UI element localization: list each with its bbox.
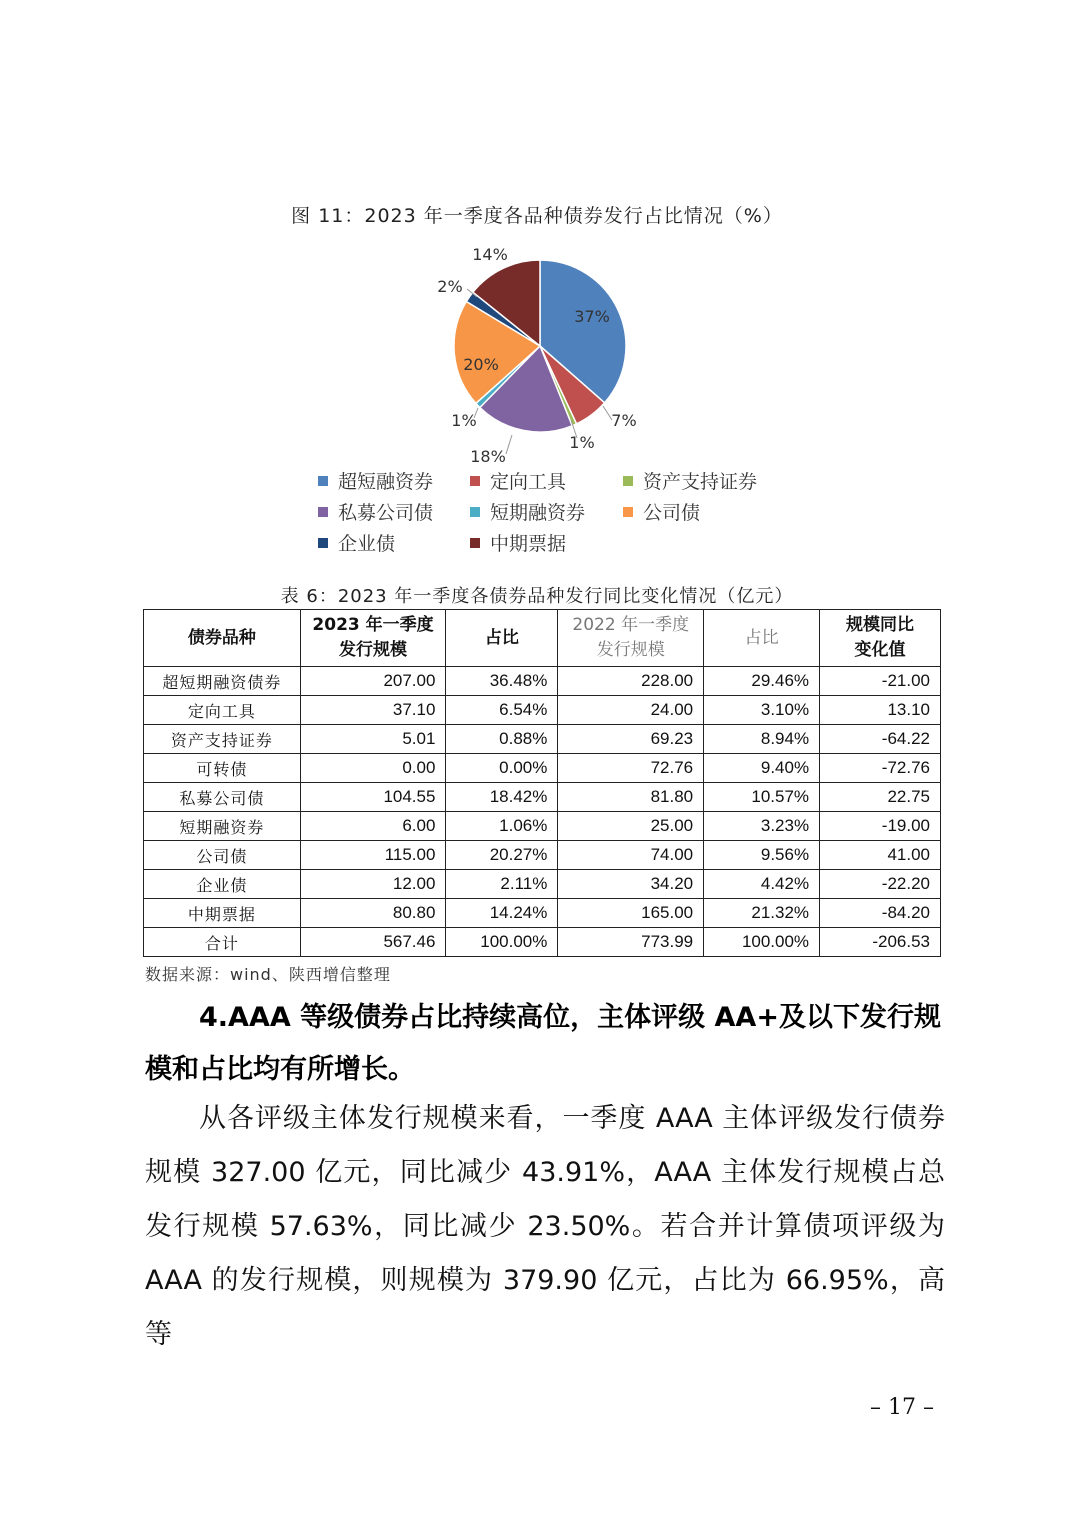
table-cell: 18.42% xyxy=(446,783,558,812)
column-header: 2023 年一季度 发行规模 xyxy=(300,610,446,667)
legend-label: 公司债 xyxy=(643,502,701,524)
table-cell: 80.80 xyxy=(300,899,446,928)
table-cell: -72.76 xyxy=(820,754,941,783)
table-cell: -21.00 xyxy=(820,667,941,696)
pie-data-label: 1% xyxy=(569,433,595,452)
pie-chart xyxy=(420,236,680,468)
column-header: 占比 xyxy=(446,610,558,667)
table-cell: 9.56% xyxy=(704,841,820,870)
legend-label: 超短融资券 xyxy=(338,471,434,493)
table-row-label: 私募公司债 xyxy=(144,783,301,812)
figure-caption: 图 11：2023 年一季度各品种债券发行占比情况（%） xyxy=(291,205,783,227)
table-row xyxy=(144,812,941,841)
table-cell: 9.40% xyxy=(704,754,820,783)
legend-swatch xyxy=(318,476,328,486)
table-row xyxy=(144,899,941,928)
table-cell: 3.10% xyxy=(704,696,820,725)
table-cell: -64.22 xyxy=(820,725,941,754)
table-cell: 1.06% xyxy=(446,812,558,841)
table-cell: 20.27% xyxy=(446,841,558,870)
table-cell: 10.57% xyxy=(704,783,820,812)
table-cell: 207.00 xyxy=(300,667,446,696)
table-row xyxy=(144,754,941,783)
table-cell: 41.00 xyxy=(820,841,941,870)
table-cell: 81.80 xyxy=(558,783,704,812)
legend-swatch xyxy=(318,507,328,517)
table-cell: 165.00 xyxy=(558,899,704,928)
table-cell: 36.48% xyxy=(446,667,558,696)
table-header-row xyxy=(144,610,941,667)
body-paragraph: 从各评级主体发行规模来看，一季度 AAA 主体评级发行债券规模 327.00 亿元，同比减少 43.91%，AAA 主体发行规模占总发行规模 57.63%，同比减少 23.50%。若合并计算债项评级为 AAA 的发行规模，则规模为 379.90 亿元，占比为 66.95%，高等 xyxy=(145,1103,945,1350)
legend-item xyxy=(318,529,395,556)
pie-data-label: 1% xyxy=(451,411,477,430)
table-row xyxy=(144,928,941,957)
pie-data-label: 37% xyxy=(574,307,610,326)
table-cell: 25.00 xyxy=(558,812,704,841)
bond-issuance-table xyxy=(143,609,941,957)
table-row-label: 中期票据 xyxy=(144,899,301,928)
table-cell: -22.20 xyxy=(820,870,941,899)
pie-data-label: 14% xyxy=(472,245,508,264)
table-cell: -19.00 xyxy=(820,812,941,841)
pie-data-label: 20% xyxy=(463,355,499,374)
legend-item xyxy=(623,467,757,494)
table-cell: 773.99 xyxy=(558,928,704,957)
table-cell: 37.10 xyxy=(300,696,446,725)
table-cell: 104.55 xyxy=(300,783,446,812)
column-header: 债券品种 xyxy=(144,610,301,667)
table-row-label: 超短期融资债券 xyxy=(144,667,301,696)
table-row-label: 公司债 xyxy=(144,841,301,870)
table-cell: 21.32% xyxy=(704,899,820,928)
table-cell: 100.00% xyxy=(446,928,558,957)
table-cell: 24.00 xyxy=(558,696,704,725)
pie-data-label: 18% xyxy=(470,447,506,466)
table-cell: 69.23 xyxy=(558,725,704,754)
table-cell: 567.46 xyxy=(300,928,446,957)
table-cell: 6.54% xyxy=(446,696,558,725)
table-cell: 22.75 xyxy=(820,783,941,812)
legend-item xyxy=(623,498,700,525)
legend-label: 定向工具 xyxy=(490,471,567,493)
table-row xyxy=(144,667,941,696)
table-row xyxy=(144,696,941,725)
table-row-label: 企业债 xyxy=(144,870,301,899)
table-cell: 13.10 xyxy=(820,696,941,725)
legend-item xyxy=(470,467,566,494)
table-cell: 34.20 xyxy=(558,870,704,899)
table-cell: 0.00 xyxy=(300,754,446,783)
legend-swatch xyxy=(318,538,328,548)
table-cell: 4.42% xyxy=(704,870,820,899)
table-row-label: 短期融资券 xyxy=(144,812,301,841)
table-cell: 29.46% xyxy=(704,667,820,696)
column-header: 2022 年一季度 发行规模 xyxy=(558,610,704,667)
legend-swatch xyxy=(470,538,480,548)
table-cell: 6.00 xyxy=(300,812,446,841)
data-source-note: 数据来源：wind、陕西增信整理 xyxy=(145,965,391,984)
table-row-label: 资产支持证券 xyxy=(144,725,301,754)
table-cell: 74.00 xyxy=(558,841,704,870)
legend-label: 中期票据 xyxy=(490,533,567,555)
column-header: 规模同比 变化值 xyxy=(820,610,941,667)
legend-item xyxy=(318,498,433,525)
table-cell: 0.00% xyxy=(446,754,558,783)
legend-item xyxy=(318,467,433,494)
table-cell: 228.00 xyxy=(558,667,704,696)
table-cell: -84.20 xyxy=(820,899,941,928)
legend-swatch xyxy=(470,507,480,517)
pie-data-label: 2% xyxy=(437,277,463,296)
table-cell: 12.00 xyxy=(300,870,446,899)
table-row-label: 可转债 xyxy=(144,754,301,783)
table-row xyxy=(144,870,941,899)
table-cell: 8.94% xyxy=(704,725,820,754)
table-caption: 表 6：2023 年一季度各债券品种发行同比变化情况（亿元） xyxy=(280,586,794,607)
legend-label: 私募公司债 xyxy=(338,502,434,524)
table-cell: -206.53 xyxy=(820,928,941,957)
table-row xyxy=(144,725,941,754)
table-cell: 3.23% xyxy=(704,812,820,841)
table-cell: 2.11% xyxy=(446,870,558,899)
page-number: – 17 – xyxy=(870,1395,934,1420)
table-cell: 5.01 xyxy=(300,725,446,754)
legend-label: 企业债 xyxy=(338,533,396,555)
legend-label: 资产支持证券 xyxy=(643,471,758,493)
table-row-label: 定向工具 xyxy=(144,696,301,725)
pie-data-label: 7% xyxy=(611,411,637,430)
table-cell: 14.24% xyxy=(446,899,558,928)
section-heading: 4.AAA 等级债券占比持续高位，主体评级 AA+及以下发行规模和占比均有所增长。 xyxy=(145,1002,941,1085)
table-row xyxy=(144,841,941,870)
table-cell: 72.76 xyxy=(558,754,704,783)
legend-swatch xyxy=(470,476,480,486)
table-cell: 0.88% xyxy=(446,725,558,754)
legend-swatch xyxy=(623,476,633,486)
table-row-label: 合计 xyxy=(144,928,301,957)
legend-item xyxy=(470,529,566,556)
legend-label: 短期融资券 xyxy=(490,502,586,524)
table-cell: 115.00 xyxy=(300,841,446,870)
legend-swatch xyxy=(623,507,633,517)
column-header: 占比 xyxy=(704,610,820,667)
table-row xyxy=(144,783,941,812)
pie-leader-line xyxy=(506,435,512,454)
table-cell: 100.00% xyxy=(704,928,820,957)
legend-item xyxy=(470,498,585,525)
